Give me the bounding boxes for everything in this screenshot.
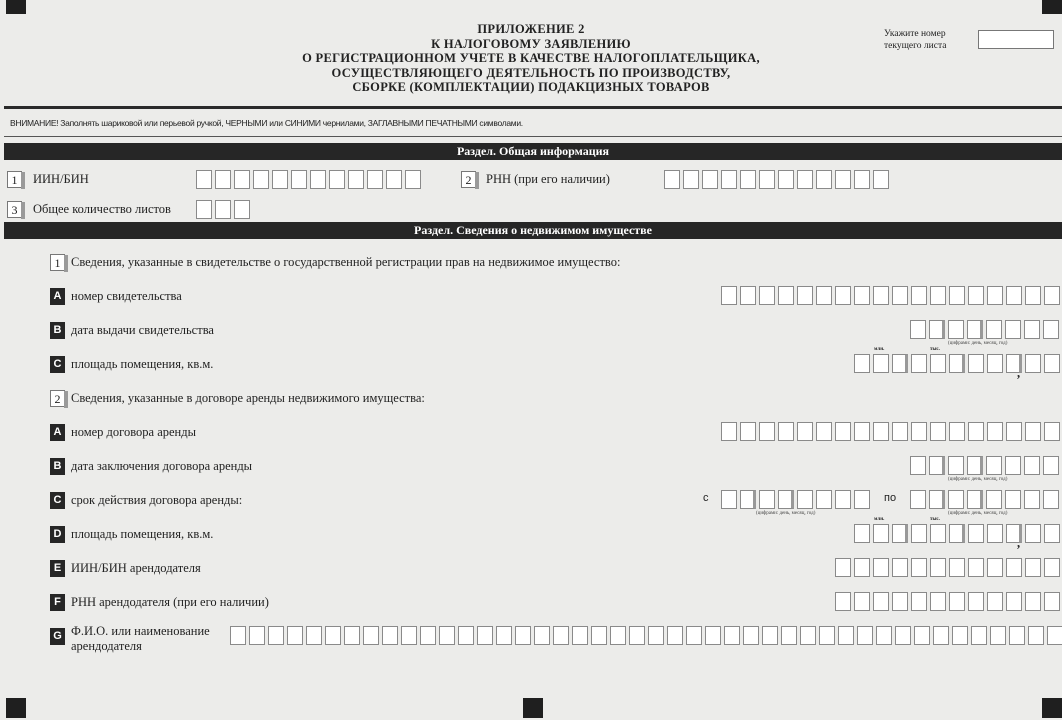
header-rule (4, 106, 1062, 109)
title-line-5: СБОРКЕ (КОМПЛЕКТАЦИИ) ПОДАКЦИЗНЫХ ТОВАРОВ (352, 80, 710, 94)
lessor-iin-input[interactable] (835, 558, 1062, 577)
char-cell[interactable] (1005, 320, 1021, 339)
char-cell[interactable] (230, 626, 246, 645)
sheet-label-line-1: Укажите номер (884, 29, 946, 39)
char-cell[interactable] (854, 592, 870, 611)
sheet-number-input[interactable] (978, 30, 1054, 49)
char-cell[interactable] (854, 558, 870, 577)
rnn-input[interactable] (664, 170, 892, 189)
char-cell[interactable] (724, 626, 740, 645)
sheet-number-label (884, 28, 946, 52)
lease-term-label: срок действия договора аренды: (71, 493, 243, 507)
char-cell[interactable] (196, 200, 212, 219)
char-cell[interactable] (797, 286, 813, 305)
char-cell[interactable] (740, 170, 756, 189)
char-cell[interactable] (987, 524, 1003, 543)
certificate-date-label: дата выдачи свидетельства (71, 323, 214, 337)
char-cell[interactable] (344, 626, 360, 645)
char-cell[interactable] (740, 286, 756, 305)
certificate-number-label: номер свидетельства (71, 289, 182, 303)
char-cell[interactable] (800, 626, 816, 645)
char-cell[interactable] (215, 170, 231, 189)
char-cell[interactable] (778, 286, 794, 305)
certificate-date-input[interactable] (910, 320, 1062, 339)
char-cell[interactable] (797, 170, 813, 189)
char-cell[interactable] (948, 490, 964, 509)
char-cell[interactable] (895, 626, 911, 645)
char-cell[interactable] (249, 626, 265, 645)
lease-thousand-hint: тыс. (930, 517, 940, 522)
char-cell[interactable] (987, 422, 1003, 441)
char-cell[interactable] (986, 320, 1002, 339)
char-cell[interactable] (987, 558, 1003, 577)
sheet-label-line-2: текущего листа (884, 41, 947, 51)
char-cell[interactable] (310, 170, 326, 189)
char-cell[interactable] (705, 626, 721, 645)
section-real-estate-bar: Раздел. Сведения о недвижимом имуществе (4, 222, 1062, 239)
char-cell[interactable] (439, 626, 455, 645)
char-cell[interactable] (949, 286, 965, 305)
lessor-name-label-line-1: Ф.И.О. или наименование (71, 624, 210, 638)
char-cell[interactable] (835, 422, 851, 441)
char-cell[interactable] (721, 422, 737, 441)
char-cell[interactable] (967, 320, 983, 339)
char-cell[interactable] (892, 524, 908, 543)
letter-badge-a-lease: A (50, 424, 65, 441)
char-cell[interactable] (610, 626, 626, 645)
char-cell[interactable] (253, 170, 269, 189)
char-cell[interactable] (1005, 490, 1021, 509)
char-cell[interactable] (572, 626, 588, 645)
char-cell[interactable] (876, 626, 892, 645)
lease-term-from-label: с (703, 492, 709, 504)
char-cell[interactable] (873, 354, 889, 373)
lease-area-label: площадь помещения, кв.м. (71, 527, 214, 541)
field-number-3: 3 (7, 201, 22, 218)
char-cell[interactable] (816, 170, 832, 189)
char-cell[interactable] (967, 456, 983, 475)
registration-mark-bottom-right (1042, 698, 1062, 718)
char-cell[interactable] (291, 170, 307, 189)
char-cell[interactable] (781, 626, 797, 645)
char-cell[interactable] (664, 170, 680, 189)
date-hint: (цифрами: день, месяц, год) (948, 341, 1008, 346)
char-cell[interactable] (986, 490, 1002, 509)
char-cell[interactable] (386, 170, 402, 189)
char-cell[interactable] (272, 170, 288, 189)
registration-mark-top-right (1042, 0, 1062, 14)
char-cell[interactable] (910, 456, 926, 475)
letter-badge-e-lease: E (50, 560, 65, 577)
char-cell[interactable] (948, 320, 964, 339)
char-cell[interactable] (1044, 422, 1060, 441)
char-cell[interactable] (949, 558, 965, 577)
char-cell[interactable] (1028, 626, 1044, 645)
iin-bin-input[interactable] (196, 170, 424, 189)
char-cell[interactable] (911, 558, 927, 577)
char-cell[interactable] (1044, 286, 1060, 305)
char-cell[interactable] (740, 490, 756, 509)
char-cell[interactable] (363, 626, 379, 645)
char-cell[interactable] (930, 524, 946, 543)
char-cell[interactable] (914, 626, 930, 645)
char-cell[interactable] (929, 320, 945, 339)
lease-info-label: Сведения, указанные в договоре аренды недвижимого имущества: (71, 391, 425, 405)
char-cell[interactable] (306, 626, 322, 645)
char-cell[interactable] (515, 626, 531, 645)
letter-badge-b-lease: B (50, 458, 65, 475)
char-cell[interactable] (968, 286, 984, 305)
million-hint: млн. (874, 347, 885, 352)
char-cell[interactable] (721, 170, 737, 189)
char-cell[interactable] (234, 200, 250, 219)
char-cell[interactable] (401, 626, 417, 645)
char-cell[interactable] (797, 422, 813, 441)
char-cell[interactable] (721, 490, 737, 509)
lease-term-to-input[interactable] (910, 490, 1062, 509)
char-cell[interactable] (949, 422, 965, 441)
char-cell[interactable] (367, 170, 383, 189)
lessor-rnn-input[interactable] (835, 592, 1062, 611)
certificate-area-input[interactable] (854, 354, 1062, 373)
char-cell[interactable] (911, 422, 927, 441)
char-cell[interactable] (797, 490, 813, 509)
lease-date-label: дата заключения договора аренды (71, 459, 253, 473)
char-cell[interactable] (911, 524, 927, 543)
char-cell[interactable] (990, 626, 1006, 645)
char-cell[interactable] (816, 490, 832, 509)
char-cell[interactable] (1044, 592, 1060, 611)
char-cell[interactable] (854, 286, 870, 305)
char-cell[interactable] (1043, 490, 1059, 509)
char-cell[interactable] (929, 456, 945, 475)
lessor-name-input[interactable] (230, 626, 1062, 645)
char-cell[interactable] (816, 286, 832, 305)
char-cell[interactable] (1043, 320, 1059, 339)
char-cell[interactable] (759, 170, 775, 189)
char-cell[interactable] (892, 354, 908, 373)
char-cell[interactable] (968, 592, 984, 611)
char-cell[interactable] (215, 200, 231, 219)
char-cell[interactable] (1044, 558, 1060, 577)
char-cell[interactable] (1025, 558, 1041, 577)
char-cell[interactable] (1044, 524, 1060, 543)
char-cell[interactable] (835, 558, 851, 577)
lease-million-hint: млн. (874, 517, 885, 522)
char-cell[interactable] (892, 286, 908, 305)
char-cell[interactable] (1043, 456, 1059, 475)
char-cell[interactable] (967, 490, 983, 509)
char-cell[interactable] (930, 354, 946, 373)
char-cell[interactable] (929, 490, 945, 509)
char-cell[interactable] (952, 626, 968, 645)
letter-badge-f-lease: F (50, 594, 65, 611)
registration-mark-top-left (6, 0, 26, 14)
lease-decimal-comma: , (1017, 536, 1021, 550)
char-cell[interactable] (405, 170, 421, 189)
letter-badge-c: C (50, 356, 65, 373)
char-cell[interactable] (702, 170, 718, 189)
char-cell[interactable] (835, 286, 851, 305)
char-cell[interactable] (1006, 558, 1022, 577)
rnn-label: РНН (при его наличии) (486, 172, 610, 186)
warning-rule (4, 136, 1062, 137)
lease-number-label: номер договора аренды (71, 425, 196, 439)
char-cell[interactable] (553, 626, 569, 645)
char-cell[interactable] (1009, 626, 1025, 645)
iin-bin-label: ИИН/БИН (33, 172, 89, 186)
char-cell[interactable] (968, 354, 984, 373)
group-number-1: 1 (50, 254, 65, 271)
lessor-name-label (71, 624, 210, 654)
char-cell[interactable] (854, 170, 870, 189)
char-cell[interactable] (949, 524, 965, 543)
char-cell[interactable] (648, 626, 664, 645)
char-cell[interactable] (987, 286, 1003, 305)
char-cell[interactable] (534, 626, 550, 645)
lease-date-hint: (цифрами: день, месяц, год) (948, 477, 1008, 482)
char-cell[interactable] (1025, 524, 1041, 543)
char-cell[interactable] (759, 490, 775, 509)
char-cell[interactable] (911, 592, 927, 611)
char-cell[interactable] (268, 626, 284, 645)
char-cell[interactable] (1044, 354, 1060, 373)
title-line-4: ОСУЩЕСТВЛЯЮЩЕГО ДЕЯТЕЛЬНОСТЬ ПО ПРОИЗВОДСТВУ, (331, 65, 731, 80)
char-cell[interactable] (458, 626, 474, 645)
char-cell[interactable] (873, 592, 889, 611)
char-cell[interactable] (838, 626, 854, 645)
char-cell[interactable] (854, 354, 870, 373)
char-cell[interactable] (892, 558, 908, 577)
lease-from-hint: (цифрами: день, месяц, год) (756, 511, 816, 516)
char-cell[interactable] (930, 422, 946, 441)
char-cell[interactable] (930, 592, 946, 611)
char-cell[interactable] (910, 320, 926, 339)
lease-number-input[interactable] (721, 422, 1062, 441)
field-number-2: 2 (461, 171, 476, 188)
char-cell[interactable] (778, 422, 794, 441)
char-cell[interactable] (933, 626, 949, 645)
char-cell[interactable] (911, 354, 927, 373)
char-cell[interactable] (196, 170, 212, 189)
letter-badge-d-lease: D (50, 526, 65, 543)
char-cell[interactable] (1047, 626, 1062, 645)
char-cell[interactable] (1025, 354, 1041, 373)
letter-badge-c-lease: C (50, 492, 65, 509)
char-cell[interactable] (778, 170, 794, 189)
char-cell[interactable] (1025, 592, 1041, 611)
char-cell[interactable] (778, 490, 794, 509)
char-cell[interactable] (835, 490, 851, 509)
section-general-info-bar: Раздел. Общая информация (4, 143, 1062, 160)
char-cell[interactable] (873, 286, 889, 305)
lessor-rnn-label: РНН арендодателя (при его наличии) (71, 595, 269, 609)
char-cell[interactable] (873, 558, 889, 577)
char-cell[interactable] (819, 626, 835, 645)
letter-badge-b: B (50, 322, 65, 339)
char-cell[interactable] (857, 626, 873, 645)
char-cell[interactable] (1024, 456, 1040, 475)
char-cell[interactable] (892, 422, 908, 441)
char-cell[interactable] (1024, 490, 1040, 509)
char-cell[interactable] (835, 170, 851, 189)
char-cell[interactable] (873, 170, 889, 189)
certificate-info-label: Сведения, указанные в свидетельстве о государственной регистрации прав на недвижимое имущество: (71, 255, 621, 269)
char-cell[interactable] (287, 626, 303, 645)
char-cell[interactable] (948, 456, 964, 475)
char-cell[interactable] (721, 286, 737, 305)
field-number-1: 1 (7, 171, 22, 188)
letter-badge-g-lease: G (50, 628, 65, 645)
char-cell[interactable] (835, 592, 851, 611)
char-cell[interactable] (1024, 320, 1040, 339)
lease-term-to-label: по (884, 492, 897, 504)
char-cell[interactable] (329, 170, 345, 189)
total-sheets-input[interactable] (196, 200, 253, 219)
lessor-iin-label: ИИН/БИН арендодателя (71, 561, 201, 575)
char-cell[interactable] (816, 422, 832, 441)
title-line-3: О РЕГИСТРАЦИОННОМ УЧЕТЕ В КАЧЕСТВЕ НАЛОГОПЛАТЕЛЬЩИКА, (302, 51, 760, 65)
lease-term-from-input[interactable] (721, 490, 873, 509)
char-cell[interactable] (234, 170, 250, 189)
char-cell[interactable] (348, 170, 364, 189)
lessor-name-label-line-2: арендодателя (71, 639, 142, 653)
char-cell[interactable] (591, 626, 607, 645)
char-cell[interactable] (854, 422, 870, 441)
char-cell[interactable] (986, 456, 1002, 475)
char-cell[interactable] (1006, 286, 1022, 305)
thousand-hint: тыс. (930, 347, 940, 352)
total-sheets-label: Общее количество листов (33, 202, 171, 216)
char-cell[interactable] (949, 592, 965, 611)
char-cell[interactable] (949, 354, 965, 373)
char-cell[interactable] (987, 354, 1003, 373)
char-cell[interactable] (854, 524, 870, 543)
char-cell[interactable] (686, 626, 702, 645)
char-cell[interactable] (325, 626, 341, 645)
char-cell[interactable] (683, 170, 699, 189)
char-cell[interactable] (968, 524, 984, 543)
char-cell[interactable] (740, 422, 756, 441)
title-line-2: К НАЛОГОВОМУ ЗАЯВЛЕНИЮ (431, 36, 631, 51)
char-cell[interactable] (382, 626, 398, 645)
char-cell[interactable] (743, 626, 759, 645)
registration-mark-bottom-center (523, 698, 543, 718)
char-cell[interactable] (911, 286, 927, 305)
char-cell[interactable] (971, 626, 987, 645)
certificate-area-label: площадь помещения, кв.м. (71, 357, 214, 371)
registration-mark-bottom-left (6, 698, 26, 718)
group-number-2: 2 (50, 390, 65, 407)
char-cell[interactable] (1006, 592, 1022, 611)
title-line-1: ПРИЛОЖЕНИЕ 2 (477, 22, 585, 36)
char-cell[interactable] (496, 626, 512, 645)
char-cell[interactable] (873, 422, 889, 441)
decimal-comma: , (1017, 366, 1021, 380)
lease-area-input[interactable] (854, 524, 1062, 543)
char-cell[interactable] (759, 422, 775, 441)
char-cell[interactable] (477, 626, 493, 645)
char-cell[interactable] (930, 558, 946, 577)
char-cell[interactable] (1005, 456, 1021, 475)
char-cell[interactable] (1006, 422, 1022, 441)
char-cell[interactable] (1025, 422, 1041, 441)
char-cell[interactable] (759, 286, 775, 305)
letter-badge-a: A (50, 288, 65, 305)
lease-to-hint: (цифрами: день, месяц, год) (948, 511, 1008, 516)
char-cell[interactable] (968, 422, 984, 441)
char-cell[interactable] (1025, 286, 1041, 305)
char-cell[interactable] (873, 524, 889, 543)
char-cell[interactable] (420, 626, 436, 645)
char-cell[interactable] (629, 626, 645, 645)
char-cell[interactable] (910, 490, 926, 509)
char-cell[interactable] (854, 490, 870, 509)
certificate-number-input[interactable] (721, 286, 1062, 305)
warning-text: ВНИМАНИЕ! Заполнять шариковой или перьевой ручкой, ЧЕРНЫМИ или СИНИМИ чернилами, ЗАГЛАВНЫМИ ПЕЧАТНЫМИ символами. (10, 118, 523, 128)
lease-date-input[interactable] (910, 456, 1062, 475)
char-cell[interactable] (667, 626, 683, 645)
char-cell[interactable] (930, 286, 946, 305)
char-cell[interactable] (892, 592, 908, 611)
char-cell[interactable] (968, 558, 984, 577)
char-cell[interactable] (987, 592, 1003, 611)
char-cell[interactable] (762, 626, 778, 645)
